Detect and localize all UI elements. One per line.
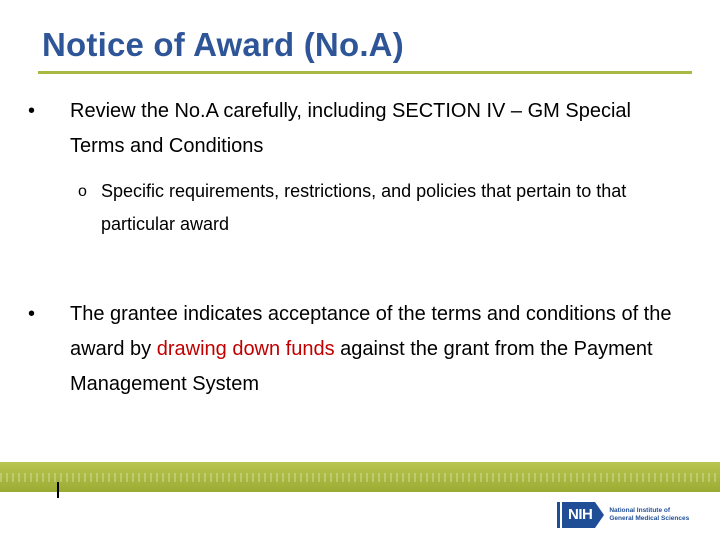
nigms-logo <box>555 500 689 530</box>
slide-title: Notice of Award (No.A) <box>42 26 404 63</box>
bullet-1-text: Review the No.A carefully, including SECTION IV – GM Special Terms and Conditions <box>70 100 631 157</box>
title-underline <box>38 71 692 74</box>
nih-acronym: NIH <box>565 502 595 528</box>
bullet-2-text-after: against the grant from the Payment Management System <box>70 338 653 395</box>
bullet-2 <box>28 297 690 402</box>
footer-divider <box>57 482 59 498</box>
logo-line-1: National Institute of <box>609 507 671 514</box>
bullet-marker: • <box>28 303 36 325</box>
sub-bullet-1 <box>78 175 701 241</box>
hhs-mark-icon <box>557 502 565 528</box>
bullet-1 <box>28 94 690 164</box>
sub-bullet-marker: o <box>78 183 87 200</box>
bullet-marker: • <box>28 100 36 122</box>
nih-logo-icon <box>555 501 604 529</box>
bullet-2-text-before: The grantee indicates acceptance of the terms and conditions of the award by <box>70 303 672 360</box>
bullet-2-highlight: drawing down funds <box>156 338 335 360</box>
sub-bullet-1-text: Specific requirements, restrictions, and policies that pertain to that particular award <box>101 181 627 234</box>
logo-wordmark <box>609 507 689 523</box>
nih-arrow-icon <box>595 502 604 528</box>
footer-band <box>0 462 720 492</box>
logo-line-2: General Medical Sciences <box>609 515 690 522</box>
